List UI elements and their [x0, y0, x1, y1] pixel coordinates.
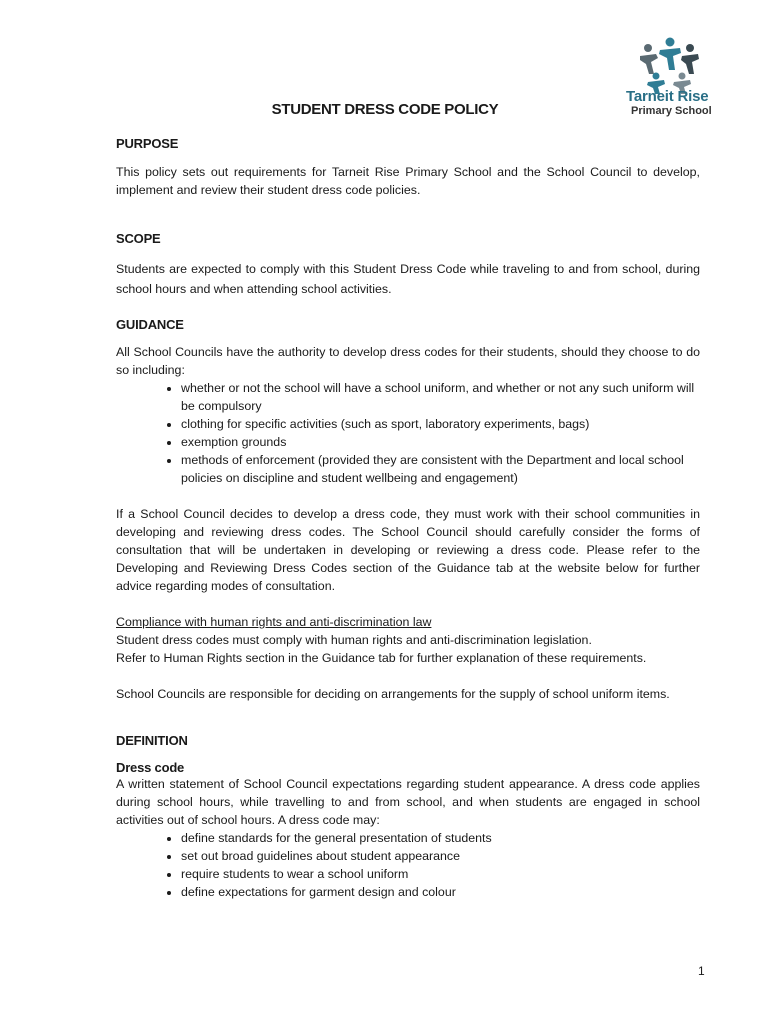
list-item: • whether or not the school will have a school uniform, and whether or not any such uniform will be compulsory — [181, 379, 700, 415]
logo-school-name: Tarneit Rise — [626, 88, 709, 105]
school-logo-icon — [634, 36, 704, 96]
compliance-heading: Compliance with human rights and anti-discrimination law — [116, 615, 432, 629]
dress-code-subheading: Dress code — [116, 760, 185, 775]
guidance-consultation: If a School Council decides to develop a dress code, they must work with their school communities in developing and reviewing dress codes. The School Council should carefully consider the forms of consultation that will be undertaken in developing or reviewing a dress code. Please refer to the Developing and Reviewing Dress Codes section of the Guidance tab at the website below for further advice regarding modes of consultation. — [116, 507, 700, 593]
document-body — [116, 136, 700, 901]
logo-school-subname: Primary School — [631, 105, 712, 117]
definition-heading: DEFINITION — [116, 733, 188, 748]
scope-heading: SCOPE — [116, 231, 161, 246]
compliance-line-1: Student dress codes must comply with human rights and anti-discrimination legislation. — [116, 633, 592, 647]
definition-list — [116, 829, 700, 901]
page-number: 1 — [698, 964, 705, 978]
guidance-heading: GUIDANCE — [116, 317, 184, 332]
compliance-line-2: Refer to Human Rights section in the Guidance tab for further explanation of these requirements. — [116, 651, 647, 665]
list-item: • define expectations for garment design and colour — [181, 883, 700, 901]
scope-text: Students are expected to comply with this Student Dress Code while traveling to and from school, during school hours and when attending school activities. — [116, 262, 700, 296]
supply-text: School Councils are responsible for deciding on arrangements for the supply of school uniform items. — [116, 687, 670, 701]
list-item: • define standards for the general presentation of students — [181, 829, 700, 847]
document-title: STUDENT DRESS CODE POLICY — [271, 101, 499, 118]
list-item: • methods of enforcement (provided they are consistent with the Department and local school policies on discipline and student wellbeing and engagement) — [181, 451, 700, 487]
definition-text: A written statement of School Council expectations regarding student appearance. A dress code applies during school hours, while travelling to and from school, and when students are engaged in school activities out of school hours. A dress code may: — [116, 777, 700, 827]
purpose-heading: PURPOSE — [116, 136, 179, 151]
list-item: • clothing for specific activities (such as sport, laboratory experiments, bags) — [181, 415, 700, 433]
list-item: • require students to wear a school uniform — [181, 865, 700, 883]
list-item: • exemption grounds — [181, 433, 700, 451]
purpose-text: This policy sets out requirements for Tarneit Rise Primary School and the School Council to develop, implement and review their student dress code policies. — [116, 165, 700, 197]
guidance-intro: All School Councils have the authority to develop dress codes for their students, should they choose to do so including: — [116, 345, 700, 377]
guidance-list — [116, 379, 700, 487]
list-item: • set out broad guidelines about student appearance — [181, 847, 700, 865]
